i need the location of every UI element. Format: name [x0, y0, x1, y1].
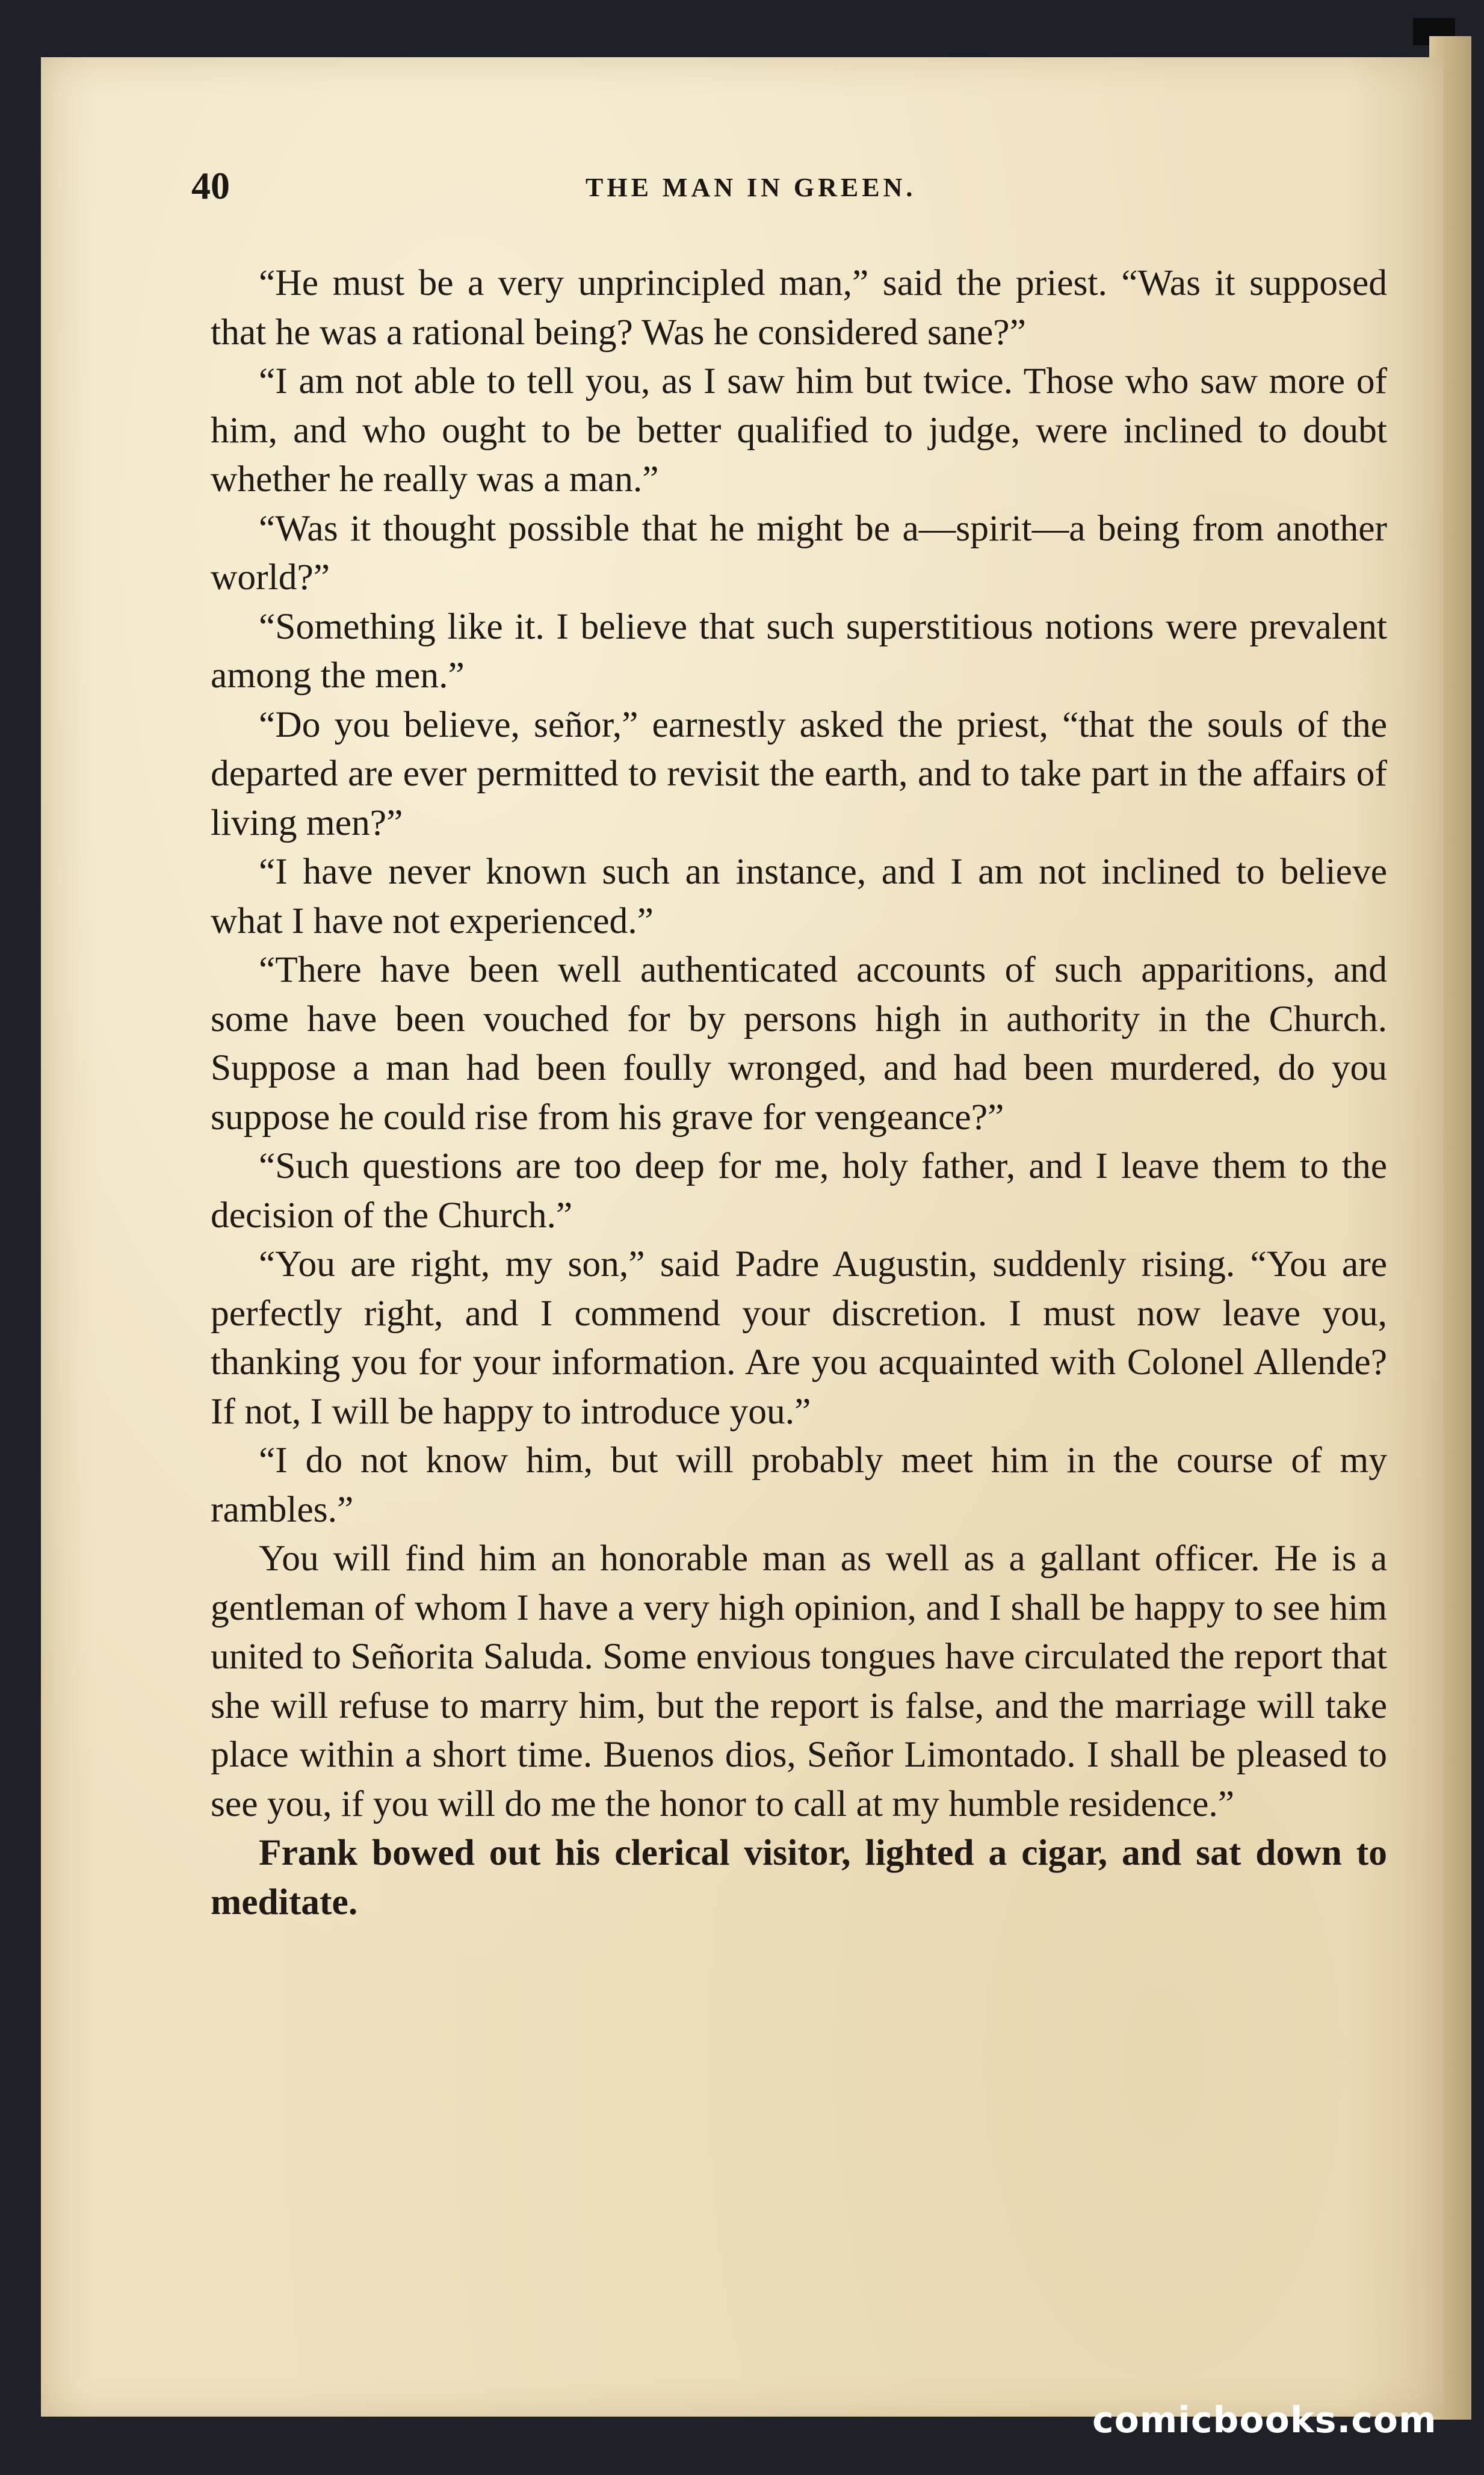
page-header	[191, 164, 1395, 218]
paragraph: “I have never known such an instance, and I am not inclined to believe what I have not experienced.”	[211, 851, 1387, 941]
paragraph-final: Frank bowed out his clerical visitor, lighted a cigar, and sat down to meditate.	[211, 1832, 1387, 1922]
body-text	[211, 259, 1387, 1927]
paragraph: “Do you believe, señor,” earnestly asked the priest, “that the souls of the departed are ever permitted to revisit the earth, and to take part in the affairs of living men?”	[211, 704, 1387, 843]
paragraph: “He must be a very unprincipled man,” said the priest. “Was it supposed that he was a rational being? Was he considered sane?”	[211, 262, 1387, 353]
watermark: comicbooks.com	[1092, 2399, 1437, 2441]
paragraph: You will find him an honorable man as well as a gallant officer. He is a gentleman of whom I have a very high opinion, and I shall be happy to see him united to Señorita Saluda. Some envious tongues have circulated the report that she will refuse to marry him, but the report is false, and the marriage will take place within a short time. Buenos dios, Señor Limontado. I shall be pleased to see you, if you will do me the honor to call at my humble residence.”	[211, 1538, 1387, 1824]
paragraph: “Something like it. I believe that such superstitious notions were prevalent among the men.”	[211, 606, 1387, 696]
paragraph: “I do not know him, but will probably meet him in the course of my rambles.”	[211, 1440, 1387, 1530]
paragraph: “Such questions are too deep for me, holy father, and I leave them to the decision of the Church.”	[211, 1145, 1387, 1236]
paragraph: “You are right, my son,” said Padre Augustin, suddenly rising. “You are perfectly right, and I commend your discretion. I must now leave you, thanking you for your information. Are you acquainted with Colonel Allende? If not, I will be happy to introduce you.”	[211, 1244, 1387, 1432]
page-number: 40	[191, 164, 230, 207]
paragraph: “Was it thought possible that he might be a—spirit—a being from another world?”	[211, 507, 1387, 598]
paragraph: “There have been well authenticated accounts of such apparitions, and some have been vouched for by persons high in authority in the Church. Suppose a man had been foully wronged, and had been murdered, do you suppose he could rise from his grave for vengeance?”	[211, 949, 1387, 1138]
paragraph: “I am not able to tell you, as I saw him but twice. Those who saw more of him, and who ought to be better qualified to judge, were inclined to doubt whether he really was a man.”	[211, 361, 1387, 500]
running-head: THE MAN IN GREEN.	[586, 173, 917, 202]
